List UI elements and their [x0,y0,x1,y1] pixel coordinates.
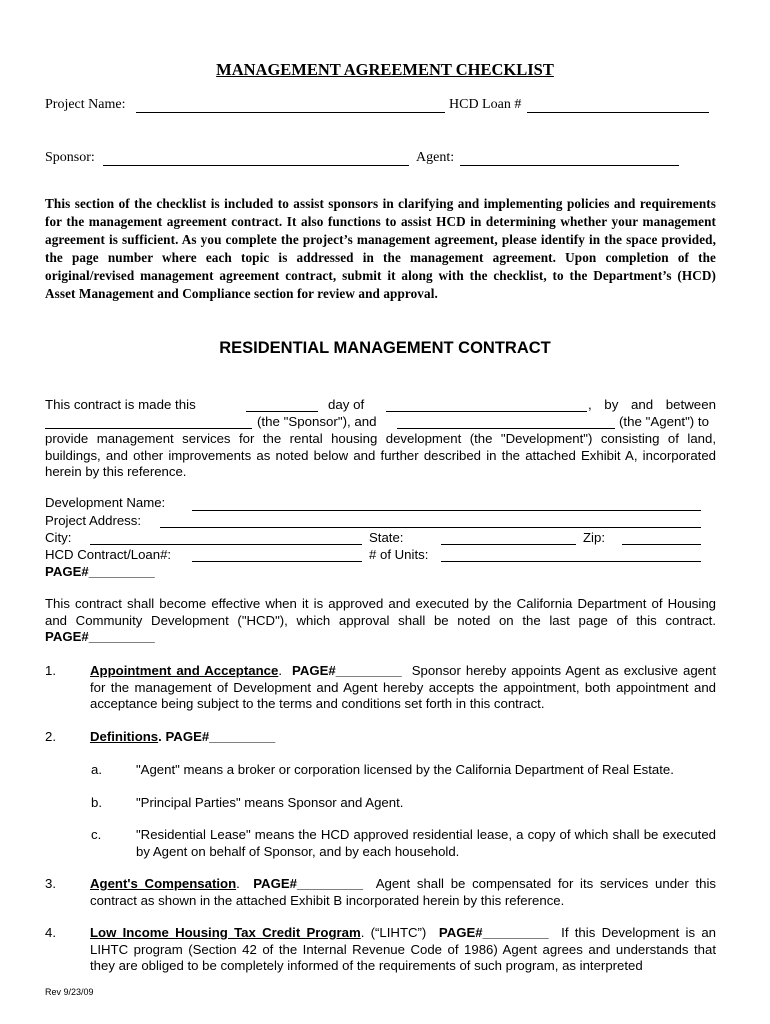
sub-text: "Principal Parties" means Sponsor and Agent. [136,795,404,810]
project-name-label: Project Name: [45,97,126,112]
item-title: Agent's Compensation [90,876,237,891]
sub-label: c. [91,827,102,842]
item-text: Sponsor hereby appoints Agent as exclusive agent for the management of Development and Agent hereby accepts the appointment, both appointment and acceptance being subject to the terms and conditions set forth in this contract. [90,663,717,711]
provide-services-paragraph: provide management services for the rental housing development (the "Development") consisting of land, buildings, and other improvements as noted below and further described in the attached Exhibit A, incorporated herein by this reference. [45,431,716,479]
item-page-field[interactable]: PAGE#_________ [253,876,363,891]
effective-text: This contract shall become effective when it is approved and executed by the California Department of Housing and Community Development ("HCD"), which approval shall be noted on the last page of this contract. [45,596,716,628]
item-number: 2. [45,729,56,744]
development-name-label: Development Name: [45,495,166,510]
contract-heading: RESIDENTIAL MANAGEMENT CONTRACT [219,339,551,357]
item-text: If this Development is an LIHTC program (Section 42 of the Internal Revenue Code of 1986) Agent agrees and understands that they are obliged to be completely informed of the requirements of such program, as interpreted [90,925,716,973]
item-title: Definitions [90,729,159,744]
the-agent-text: (the "Agent") to [619,414,710,429]
sub-label: b. [91,795,102,810]
item-page-field[interactable]: PAGE#_________ [438,925,549,940]
units-label: # of Units: [369,547,429,562]
development-name-field[interactable] [192,510,701,511]
item-number: 3. [45,876,56,891]
item-number: 1. [45,663,56,678]
zip-field[interactable] [622,544,701,545]
month-year-field[interactable] [386,411,587,412]
item-number: 4. [45,925,56,940]
city-label: City: [45,530,72,545]
sponsor-name-field[interactable] [45,428,252,429]
hcd-loan-field[interactable] [527,112,709,113]
item-title: Low Income Housing Tax Credit Program [90,925,361,940]
sponsor-label: Sponsor: [45,150,95,165]
effective-page-field[interactable]: PAGE#_________ [45,629,155,644]
the-sponsor-text: (the "Sponsor"), and [257,414,377,429]
item-text: Agent shall be compensated for its services under this contract as shown in the attached Exhibit B incorporated herein by this reference. [90,876,716,908]
intro-paragraph: This section of the checklist is included to assist sponsors in clarifying and implementing policies and requirements for the management agreement contract. It also functions to assist HCD in determining whether your management agreement is sufficient. As you complete the project’s management agreement, please identify in the space provided, the page number where each topic is addressed in the management agreement. Upon completion of the original/revised management agreement contract, submit it along with the checklist, to the Department’s (HCD) Asset Management and Compliance section for review and approval. [45,196,716,301]
units-field[interactable] [441,561,701,562]
sub-text: "Agent" means a broker or corporation licensed by the California Department of Real Estate. [136,762,674,777]
page-number-field[interactable]: PAGE#_________ [45,564,155,579]
sub-label: a. [91,762,102,777]
hcd-contract-field[interactable] [192,561,362,562]
by-and-between-text: , by and between [588,397,716,412]
hcd-contract-label: HCD Contract/Loan#: [45,547,172,562]
sub-text: "Residential Lease" means the HCD approved residential lease, a copy of which shall be executed by Agent on behalf of Sponsor, and by each household. [136,827,716,859]
agent-label: Agent: [416,150,455,165]
item-compensation: Agent's Compensation. PAGE#_________ Agent shall be compensated for its services under this contract as shown in the attached Exhibit B incorporated herein by this reference. [90,876,716,908]
day-of-text: day of [328,397,365,412]
item-title-suffix: . (“LIHTC”) [360,925,427,940]
zip-label: Zip: [583,530,605,545]
project-address-label: Project Address: [45,513,142,528]
item-definitions: Definitions. PAGE#_________ [90,729,276,744]
agent-name-field[interactable] [397,428,615,429]
city-field[interactable] [90,544,362,545]
hcd-loan-label: HCD Loan # [449,97,522,112]
sponsor-field[interactable] [103,165,409,166]
state-label: State: [369,530,404,545]
project-name-field[interactable] [136,112,445,113]
state-field[interactable] [441,544,576,545]
day-field[interactable] [246,411,318,412]
made-this-text: This contract is made this [45,397,196,412]
document-title: MANAGEMENT AGREEMENT CHECKLIST [216,60,554,79]
project-address-field[interactable] [160,527,701,528]
item-page-field[interactable]: PAGE#_________ [165,729,276,744]
item-title: Appointment and Acceptance [90,663,279,678]
revision-footer: Rev 9/23/09 [45,987,94,997]
item-page-field[interactable]: PAGE#_________ [292,663,402,678]
agent-field[interactable] [460,165,679,166]
effective-paragraph [45,596,716,646]
item-appointment: Appointment and Acceptance. PAGE#_________ Sponsor hereby appoints Agent as exclusive agent for the management of Development and Agent hereby accepts the appointment, both appointment and acceptance being subject to the terms and conditions set forth in this contract. [90,663,717,711]
item-lihtc [90,925,716,975]
